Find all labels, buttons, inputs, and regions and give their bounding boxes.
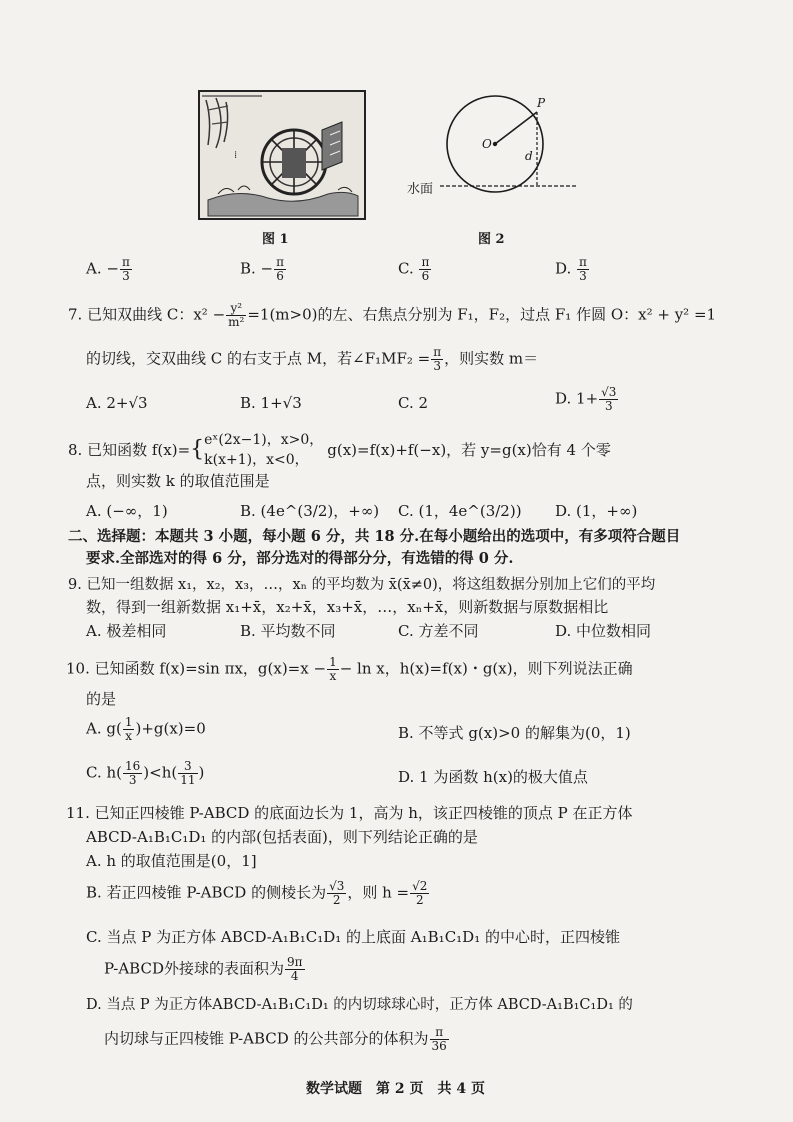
q11-option-b: B. 若正四棱锥 P-ABCD 的侧棱长为 $\frac{√3}{2}$ ，则 h = $\frac{√2}{2}$ — [86, 879, 428, 907]
q11-stem-line1: 11. 已知正四棱锥 P-ABCD 的底面边长为 1，高为 h，该正四棱锥的顶点 P 在正方体 — [66, 804, 633, 822]
q11-option-d-line2: 内切球与正四棱锥 P-ABCD 的公共部分的体积为 $\frac{\pi}{36}$ — [104, 1025, 447, 1053]
q9-option-a: A. 极差相同 — [86, 622, 167, 640]
section-2-header-line2: 要求.全部选对的得 6 分，部分选对的得部分分，有选错的得 0 分. — [86, 550, 514, 567]
water-surface-label: 水面 — [407, 182, 434, 197]
q6-option-d: D. $\frac{\pi}{3}$ — [555, 255, 587, 283]
q9-option-d: D. 中位数相同 — [555, 622, 652, 640]
page-footer: 数学试题 第 2 页 共 4 页 — [306, 1081, 485, 1097]
q11-option-c-line2: P-ABCD外接球的表面积为 $\frac{9\pi}{4}$ — [104, 955, 303, 983]
q10-option-c: C. h( $\frac{16}{3}$ )<h( $\frac{3}{11}$ ) — [86, 759, 205, 787]
section-2-header-line1: 二、选择题：本题共 3 小题，每小题 6 分，共 18 分.在每小题给出的选项中，有多项符合题目 — [68, 528, 681, 545]
q10-option-a: A. g( $\frac{1}{x}$ )+g(x)=0 — [86, 715, 206, 743]
label-p: P — [537, 96, 546, 110]
label-o: O — [482, 137, 492, 151]
q8-option-b: B. (4e^(3/2)，+∞) — [240, 502, 380, 520]
figure-2-caption: 图 2 — [478, 232, 505, 247]
q7-option-c: C. 2 — [398, 394, 429, 412]
label-d: d — [525, 149, 533, 163]
q8-option-a: A. (−∞，1) — [86, 502, 168, 520]
q7-stem-line2: 的切线，交双曲线 C 的右支于点 M，若∠F₁MF₂ = $\frac{\pi}{3}$ ，则实数 m＝ — [86, 345, 539, 373]
q11-option-d-line1: D. 当点 P 为正方体ABCD-A₁B₁C₁D₁ 的内切球球心时，正方体 ABCD-A₁B₁C₁D₁ 的 — [86, 997, 633, 1013]
q9-option-b: B. 平均数不同 — [240, 622, 336, 640]
q8-stem-line2: 点，则实数 k 的取值范围是 — [86, 472, 270, 490]
q8-stem-line1: 8. 已知函数 f(x)={ eˣ(2x−1)，x>0， k(x+1)，x<0， g(x)=f(x)+f(−x)，若 y=g(x)恰有 4 个零 — [68, 432, 611, 468]
q7-stem-line1: 7. 已知双曲线 C：x² − $\frac{\text{y²}}{\text{m²}}$ =1(m>0)的左、右焦点分别为 F₁，F₂，过点 F₁ 作圆 O：x² + y² =1 — [68, 301, 717, 329]
q7-option-d: D. 1+ $\frac{√3}{3}$ — [555, 385, 617, 413]
q11-option-a: A. h 的取值范围是(0，1] — [86, 852, 257, 870]
q6-option-a: A. − $\frac{\pi}{3}$ — [86, 255, 130, 283]
figure-1-waterwheel-image — [198, 90, 366, 220]
svg-text:⁞: ⁞ — [234, 150, 238, 161]
q10-option-b: B. 不等式 g(x)>0 的解集为(0，1) — [398, 724, 631, 742]
q7-option-b: B. 1+√3 — [240, 394, 302, 412]
q6-option-b: B. − $\frac{\pi}{6}$ — [240, 255, 285, 283]
figure-1-caption: 图 1 — [262, 232, 289, 247]
radius-op — [495, 112, 537, 144]
q9-stem-line2: 数，得到一组新数据 x₁+x̄，x₂+x̄，x₃+x̄，…，xₙ+x̄，则新数据与原数据相比 — [86, 598, 609, 616]
q10-stem-line2: 的是 — [86, 690, 117, 708]
q11-stem-line2: ABCD-A₁B₁C₁D₁ 的内部(包括表面)，则下列结论正确的是 — [86, 828, 478, 846]
q10-stem-line1: 10. 已知函数 f(x)=sin πx，g(x)=x − $\frac{1}{x}$ − ln x，h(x)=f(x)・g(x)，则下列说法正确 — [66, 655, 633, 683]
q9-stem-line1: 9. 已知一组数据 x₁，x₂，x₃，…，xₙ 的平均数为 x̄(x̄≠0)，将这组数据分别加上它们的平均 — [68, 577, 656, 593]
q8-option-c: C. (1，4e^(3/2)) — [398, 502, 522, 520]
q6-option-c: C. $\frac{\pi}{6}$ — [398, 255, 430, 283]
q11-option-c-line1: C. 当点 P 为正方体 ABCD-A₁B₁C₁D₁ 的上底面 A₁B₁C₁D₁ 的中心时，正四棱锥 — [86, 928, 620, 946]
q8-option-d: D. (1，+∞) — [555, 502, 638, 520]
q7-option-a: A. 2+√3 — [86, 394, 148, 412]
q9-option-c: C. 方差不同 — [398, 622, 479, 640]
q10-option-d: D. 1 为函数 h(x)的极大值点 — [398, 768, 588, 786]
